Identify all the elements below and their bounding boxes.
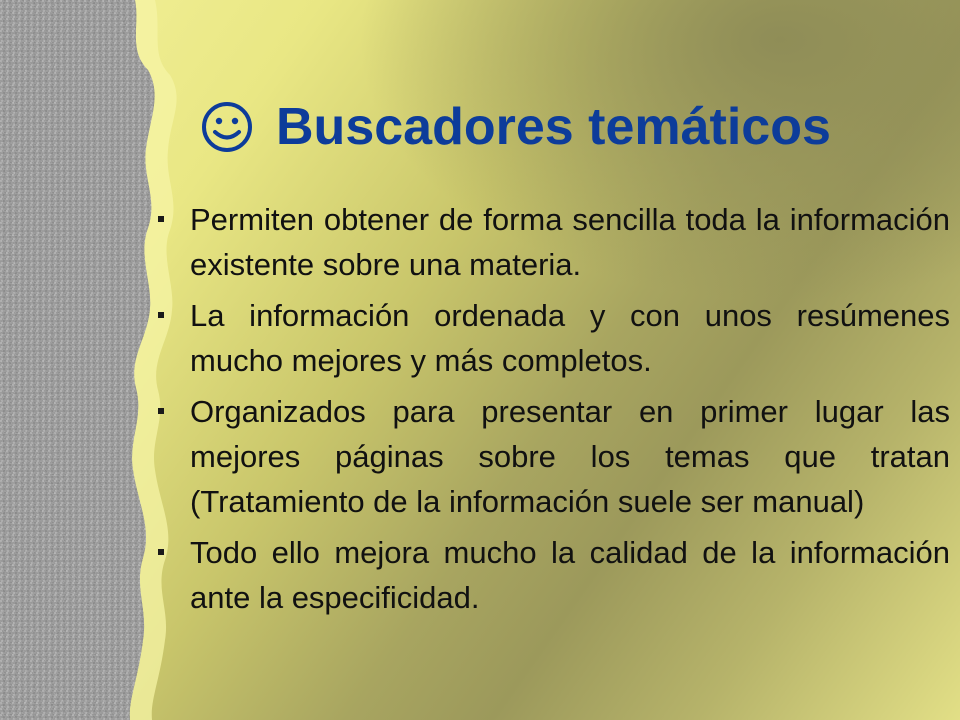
- bullet-square-icon: [158, 408, 164, 414]
- smiley-face-icon: [200, 100, 254, 154]
- bullet-item: [155, 389, 950, 524]
- slide-title: Buscadores temáticos: [276, 98, 831, 156]
- bullet-item: [155, 530, 950, 620]
- bullet-square-icon: [158, 216, 164, 222]
- bullet-square-icon: [158, 549, 164, 555]
- bullet-item: [155, 293, 950, 383]
- bullet-text: Permiten obtener de forma sencilla toda la información existente sobre una materia.: [190, 202, 950, 282]
- bullet-text: Todo ello mejora mucho la calidad de la información ante la especificidad.: [190, 535, 950, 615]
- bullet-list: [155, 197, 950, 626]
- bullet-square-icon: [158, 312, 164, 318]
- bullet-text: La información ordenada y con unos resúmenes mucho mejores y más completos.: [190, 298, 950, 378]
- bullet-text: Organizados para presentar en primer lugar las mejores páginas sobre los temas que tratan (Tratamiento de la información suele ser manual): [190, 394, 950, 519]
- bullet-item: [155, 197, 950, 287]
- slide-title-row: [200, 92, 920, 162]
